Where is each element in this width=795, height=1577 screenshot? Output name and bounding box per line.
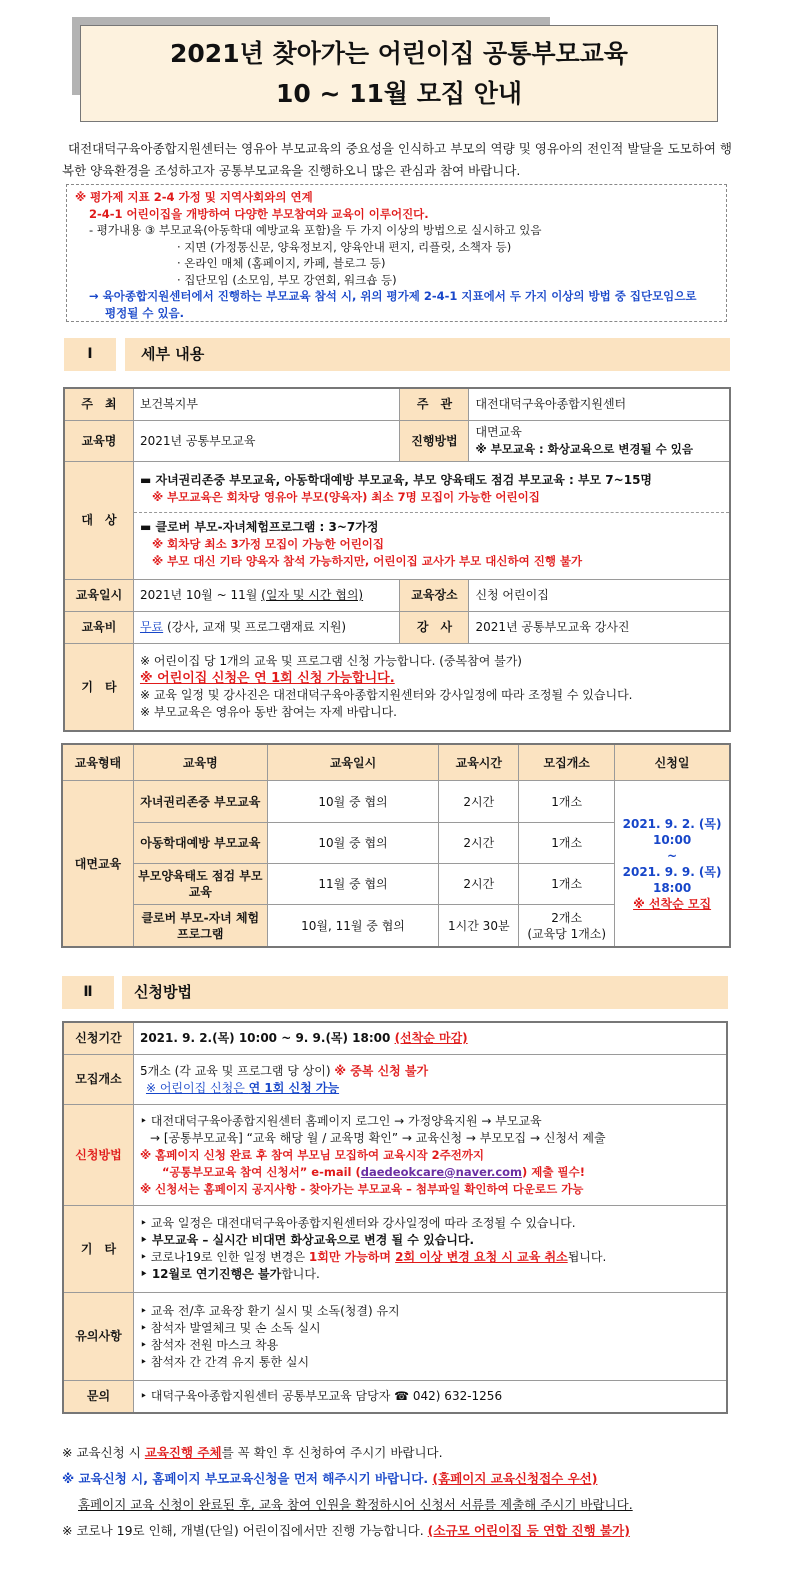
period-label: 신청기간	[64, 1023, 134, 1055]
apply-start-time: 10:00	[652, 832, 692, 847]
etc-value	[133, 644, 729, 731]
col-header: 모집개소	[519, 745, 615, 781]
section1-header	[125, 338, 730, 371]
method-step: → [공통부모교육] “교육 해당 월 / 교육명 확인” → 교육신청 → 부모모집 → 신청서 제출	[149, 1130, 606, 1145]
program-name: 자녀권리존중 부모교육	[133, 781, 267, 823]
method-note-email	[140, 1164, 720, 1181]
name-value: 2021년 공통부모교육	[133, 421, 400, 462]
count-text: 5개소 (각 교육 및 프로그램 당 상이)	[139, 1063, 335, 1078]
apply-end-time: 18:00	[652, 880, 692, 895]
target-line: ▬ 클로버 부모-자녀체험프로그램 : 3~7가정	[139, 519, 379, 534]
etc-line: ※ 어린이집 당 1개의 교육 및 프로그램 신청 가능합니다. (중복참여 불가)	[139, 654, 522, 668]
notice-box	[66, 184, 727, 322]
program-time: 2시간	[439, 781, 519, 823]
email-link[interactable]: daedeokcare@naver.com	[360, 1164, 523, 1179]
place-label: 교육장소	[400, 580, 469, 612]
lecturer-value: 2021년 공통부모교육 강사진	[469, 612, 730, 644]
etc2-line: ‣ 부모교육 – 실시간 비대면 화상교육으로 변경 될 수 있습니다.	[139, 1233, 475, 1247]
program-count: 1개소	[519, 823, 615, 864]
col-header: 교육일시	[267, 745, 439, 781]
program-date: 10월 중 협의	[267, 781, 439, 823]
program-count: 1개소	[519, 781, 615, 823]
method-label: 신청방법	[64, 1105, 134, 1206]
notice-line: - 평가내용 ③ 부모교육(아동학대 예방교육 포함)을 두 가지 이상의 방법으로 실시하고 있음	[89, 223, 542, 237]
count-value	[133, 1055, 726, 1105]
host-label: 주 최	[65, 389, 134, 421]
apply-tilde: ~	[667, 848, 678, 863]
schedule-table	[62, 744, 730, 947]
period-text: 2021. 9. 2.(목) 10:00 ~ 9. 9.(목) 18:00	[139, 1031, 395, 1045]
notice-line: 2-4-1 어린이집을 개방하여 다양한 부모참여와 교육이 이루어진다.	[89, 206, 429, 221]
section1-number: Ⅰ	[64, 338, 116, 371]
name-label: 교육명	[65, 421, 134, 462]
target-note: ※ 부모교육은 회차당 영유아 부모(양육자) 최소 7명 모집이 가능한 어린이집	[151, 489, 540, 504]
program-count: 1개소	[519, 864, 615, 905]
program-count-note: (교육당 1개소)	[527, 926, 607, 941]
method-step: ‣ 대전대덕구육아종합지원센터 홈페이지 로그인 → 가정양육지원 → 부모교육	[139, 1113, 542, 1128]
program-time: 1시간 30분	[439, 905, 519, 947]
etc2-line	[140, 1266, 720, 1283]
section2-title: 신청방법	[134, 983, 192, 1001]
etc2-text: 합니다.	[281, 1267, 320, 1281]
date-value	[133, 580, 400, 612]
email-suffix: ) 제출 필수!	[522, 1164, 585, 1179]
notice-line: · 지면 (가정통신문, 양육정보지, 양육안내 편지, 리플릿, 소책자 등)	[177, 239, 512, 254]
program-time: 2시간	[439, 864, 519, 905]
note-blue: ※ 교육신청 시, 홈페이지 부모교육신청을 먼저 해주시기 바랍니다.	[62, 1471, 433, 1486]
method-note: ※ 신청서는 홈페이지 공지사항 - 찾아가는 부모교육 – 첨부파일 확인하여 다운로드 가능	[139, 1181, 584, 1196]
apply-first-come: ※ 선착순 모집	[633, 896, 712, 911]
col-header: 교육명	[133, 745, 267, 781]
notice-line: · 집단모임 (소모임, 부모 강연회, 워크숍 등)	[177, 272, 397, 287]
apply-end: 2021. 9. 9. (목)	[622, 864, 722, 879]
etc-line: ※ 어린이집 신청은 연 1회 신청 가능합니다.	[139, 671, 395, 686]
count-note: ※ 중복 신청 불가	[334, 1063, 429, 1078]
program-date: 10월 중 협의	[267, 823, 439, 864]
etc2-red-underline: 2회 이상 변경 요청 시 교육 취소	[395, 1250, 568, 1264]
caution-line: ‣ 참석자 간 간격 유지 통한 실시	[139, 1354, 310, 1369]
period-value	[133, 1023, 726, 1055]
fee-free: 무료	[139, 620, 164, 634]
date-label: 교육일시	[65, 580, 134, 612]
etc-label: 기 타	[65, 644, 134, 731]
program-name: 부모양육태도 점검 부모교육	[133, 864, 267, 905]
caution-label: 유의사항	[64, 1293, 134, 1381]
fee-note: (강사, 교재 및 프로그램재료 지원)	[163, 620, 347, 634]
program-date: 11월 중 협의	[267, 864, 439, 905]
type-cell: 대면교육	[63, 781, 134, 947]
notice-line: → 육아종합지원센터에서 진행하는 부모교육 참석 시, 위의 평가제 2-4-1 지표에서 두 가지 이상의 방법 중 집단모임으로	[89, 289, 697, 303]
program-count	[519, 905, 615, 947]
method-note: ※ 홈페이지 신청 완료 후 참여 부모님 모집하여 교육시작 2주전까지	[139, 1147, 485, 1162]
etc2-red: 1회만 가능하며	[308, 1250, 396, 1264]
etc2-value	[133, 1206, 726, 1293]
caution-line: ‣ 참석자 발열체크 및 손 소독 실시	[139, 1320, 321, 1335]
lecturer-label: 강 사	[400, 612, 469, 644]
footer-note	[62, 1518, 742, 1544]
org-label: 주 관	[400, 389, 469, 421]
note-highlight: (홈페이지 교육신청접수 우선)	[432, 1471, 598, 1486]
etc-line: ※ 교육 일정 및 강사진은 대전대덕구육아종합지원센터와 강사일정에 따라 조정될 수 있습니다.	[139, 688, 633, 702]
col-header: 교육시간	[439, 745, 519, 781]
target-note: ※ 부모 대신 기타 양육자 참석 가능하지만, 어린이집 교사가 부모 대신하여 진행 불가	[151, 553, 583, 568]
place-value: 신청 어린이집	[469, 580, 730, 612]
section2-number: Ⅱ	[62, 976, 114, 1009]
col-header: 신청일	[615, 745, 730, 781]
section1-title: 세부 내용	[141, 345, 205, 363]
program-time: 2시간	[439, 823, 519, 864]
apply-table	[63, 1022, 727, 1413]
detail-table	[64, 388, 730, 731]
period-note: (선착순 마감)	[394, 1031, 468, 1045]
etc2-bold: ‣ 12월로 연기진행은 불가	[139, 1267, 282, 1281]
note-text: ※ 코로나 19로 인해, 개별(단일) 어린이집에서만 진행 가능합니다.	[62, 1523, 428, 1538]
target-label: 대 상	[65, 462, 134, 580]
program-date: 10월, 11월 중 협의	[267, 905, 439, 947]
title-line1: 2021년 찾아가는 어린이집 공통부모교육	[170, 39, 628, 68]
note-text: 를 꼭 확인 후 신청하여 주시기 바랍니다.	[221, 1445, 443, 1460]
caution-value	[133, 1293, 726, 1381]
divider	[134, 512, 729, 513]
etc2-line	[140, 1249, 720, 1266]
contact-label: 문의	[64, 1381, 134, 1413]
date-text: 2021년 10월 ~ 11월	[139, 588, 262, 602]
title-line2: 10 ~ 11월 모집 안내	[275, 79, 523, 108]
target-line: ▬ 자녀권리존중 부모교육, 아동학대예방 부모교육, 부모 양육태도 점검 부모교육 : 부모 7~15명	[139, 472, 653, 487]
note-text: ※ 교육신청 시	[62, 1445, 145, 1460]
method-note: ※ 부모교육 : 화상교육으로 변경될 수 있음	[475, 442, 693, 456]
footer-note	[62, 1466, 742, 1492]
etc2-text: ‣ 코로나19로 인한 일정 변경은	[139, 1250, 309, 1264]
apply-start: 2021. 9. 2. (목)	[622, 816, 722, 831]
program-count-value: 2개소	[551, 910, 583, 925]
contact-value: ‣ 대덕구육아종합지원센터 공통부모교육 담당자 ☎ 042) 632-1256	[133, 1381, 726, 1413]
notice-line: 평정될 수 있음.	[105, 305, 185, 320]
etc2-label: 기 타	[64, 1206, 134, 1293]
target-value	[133, 462, 729, 580]
intro-text: 대전대덕구육아종합지원센터는 영유아 부모교육의 중요성을 인식하고 부모의 역량 및 영유아의 전인적 발달을 도모하여 행복한 양육환경을 조성하고자 공통부모교육을 진행하오니 많은 관심과 참여 바랍니다.	[62, 141, 732, 178]
method-value	[469, 421, 730, 462]
apply-period-cell	[615, 781, 730, 947]
target-note: ※ 회차당 최소 3가정 모집이 가능한 어린이집	[151, 536, 385, 551]
notice-line: ※ 평가제 지표 2-4 가정 및 지역사회와의 연계	[75, 190, 313, 204]
caution-line: ‣ 교육 전/후 교육장 환기 실시 및 소독(청결) 유지	[139, 1303, 400, 1318]
note-highlight: 교육진행 주체	[144, 1445, 222, 1460]
title-box	[80, 25, 718, 122]
method-value	[133, 1105, 726, 1206]
count-limit-text: ※ 어린이집 신청은	[145, 1080, 249, 1095]
col-header: 교육형태	[63, 745, 134, 781]
email-prefix: “공통부모교육 참여 신청서” e-mail (	[161, 1164, 361, 1179]
method-label: 진행방법	[400, 421, 469, 462]
etc2-line: ‣ 교육 일정은 대전대덕구육아종합지원센터와 강사일정에 따라 조정될 수 있습니다.	[139, 1216, 576, 1230]
note-highlight: (소규모 어린이집 등 연합 진행 불가)	[427, 1523, 630, 1538]
program-name: 아동학대예방 부모교육	[133, 823, 267, 864]
footer-note: 홈페이지 교육 신청이 완료된 후, 교육 참여 인원을 확정하시어 신청서 서류를 제출해 주시기 바랍니다.	[78, 1497, 633, 1512]
method-main: 대면교육	[475, 425, 522, 439]
section2-header	[122, 976, 728, 1009]
footer-note	[62, 1440, 742, 1466]
host-value: 보건복지부	[133, 389, 400, 421]
program-name: 클로버 부모-자녀 체험 프로그램	[133, 905, 267, 947]
notice-line: · 온라인 매체 (홈페이지, 카페, 블로그 등)	[177, 256, 386, 270]
caution-line: ‣ 참석자 전원 마스크 착용	[139, 1337, 279, 1352]
count-label: 모집개소	[64, 1055, 134, 1105]
etc-line: ※ 부모교육은 영유아 동반 참여는 자제 바랍니다.	[139, 705, 397, 719]
fee-value	[133, 612, 400, 644]
footer-notes	[62, 1440, 742, 1544]
count-limit: 연 1회 신청 가능	[248, 1080, 340, 1095]
fee-label: 교육비	[65, 612, 134, 644]
org-value: 대전대덕구육아종합지원센터	[469, 389, 730, 421]
date-note: (일자 및 시간 협의)	[261, 588, 364, 602]
etc2-text: 됩니다.	[567, 1250, 607, 1264]
